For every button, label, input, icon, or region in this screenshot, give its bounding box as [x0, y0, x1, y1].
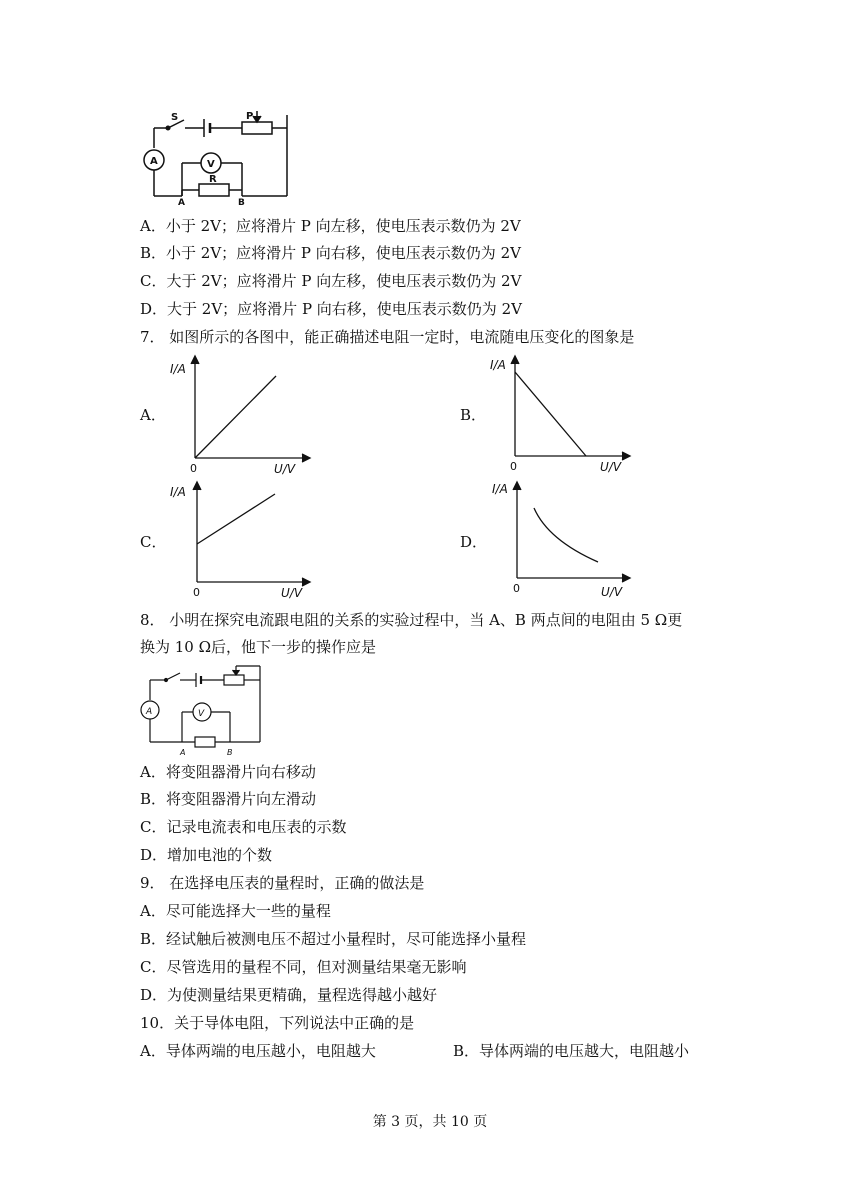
q6-label-r: R	[209, 174, 217, 185]
q7-graph-a-xlabel: U/V	[274, 462, 296, 476]
q8-stem-line1: 8． 小明在探究电流跟电阻的关系的实验过程中，当 A、B 两点间的电阻由 5 Ω更	[140, 611, 683, 629]
q7-graph-d-curve	[534, 508, 598, 562]
q7-graph-b-line	[515, 372, 586, 456]
q7-stem: 7． 如图所示的各图中，能正确描述电阻一定时，电流随电压变化的图象是	[140, 328, 635, 346]
q8-label-voltmeter: V	[198, 709, 205, 719]
q6-option-a: A．小于 2V；应将滑片 P 向左移，使电压表示数仍为 2V	[140, 217, 521, 235]
q8-option-d: D．增加电池的个数	[140, 846, 273, 864]
q6-label-point-a: A	[178, 198, 185, 208]
q10-option-a: A．导体两端的电压越小，电阻越大	[140, 1042, 376, 1060]
q9-option-c: C．尽管选用的量程不同，但对测量结果毫无影响	[140, 958, 467, 976]
q9-option-a: A．尽可能选择大一些的量程	[140, 902, 331, 920]
q8-circuit-diagram	[140, 662, 266, 758]
q7-graph-c-xlabel: U/V	[281, 586, 303, 600]
q8-option-a: A．将变阻器滑片向右移动	[140, 763, 316, 781]
q7-graph-a	[168, 352, 318, 476]
q9-option-d: D．为使测量结果更精确，量程选得越小越好	[140, 986, 438, 1004]
q8-stem-line2: 换为 10 Ω后，他下一步的操作应是	[140, 638, 377, 656]
q7-graph-b-xlabel: U/V	[600, 460, 622, 474]
q6-option-c: C．大于 2V；应将滑片 P 向左移，使电压表示数仍为 2V	[140, 272, 522, 290]
page-footer: 第 3 页，共 10 页	[372, 1114, 488, 1130]
q6-label-point-b: B	[238, 198, 245, 208]
q6-circuit-diagram	[138, 108, 298, 206]
q7-graph-a-origin: 0	[190, 462, 197, 475]
q7-graph-b-ylabel: I/A	[490, 358, 506, 372]
q6-label-voltmeter: V	[207, 159, 215, 170]
q7-graph-c	[168, 478, 318, 602]
q7-graph-d-ylabel: I/A	[492, 482, 508, 496]
q7-graph-a-ylabel: I/A	[170, 362, 186, 376]
q7-graph-c-origin: 0	[193, 586, 200, 599]
q7-graph-a-line	[195, 376, 276, 458]
q7-option-d-label: D．	[460, 533, 488, 551]
q6-option-d: D．大于 2V；应将滑片 P 向右移，使电压表示数仍为 2V	[140, 300, 522, 318]
q9-option-b: B．经试触后被测电压不超过小量程时，尽可能选择小量程	[140, 930, 527, 948]
q7-graph-d-origin: 0	[513, 582, 520, 595]
q7-graph-c-line	[197, 494, 275, 544]
q10-option-b: B．导体两端的电压越大，电阻越小	[453, 1042, 690, 1060]
q8-option-b: B．将变阻器滑片向左滑动	[140, 790, 317, 808]
q6-label-s: S	[171, 112, 179, 123]
q7-graph-d-xlabel: U/V	[601, 585, 623, 599]
q7-graph-c-ylabel: I/A	[170, 485, 186, 499]
q6-option-b: B．小于 2V；应将滑片 P 向右移，使电压表示数仍为 2V	[140, 244, 521, 262]
q7-option-b-label: B．	[460, 406, 487, 424]
q7-graph-b-origin: 0	[510, 460, 517, 473]
q6-label-ammeter: A	[150, 156, 158, 167]
q8-option-c: C．记录电流表和电压表的示数	[140, 818, 347, 836]
q7-option-a-label: A．	[140, 406, 166, 424]
q9-stem: 9． 在选择电压表的量程时，正确的做法是	[140, 874, 425, 892]
q6-label-p: P	[246, 111, 254, 122]
q7-graph-d	[488, 478, 638, 602]
q7-graph-b	[488, 352, 638, 476]
q8-label-ammeter: A	[146, 707, 153, 717]
q8-label-point-a: A	[180, 748, 186, 757]
q8-label-point-b: B	[227, 748, 233, 757]
q10-stem: 10．关于导体电阻，下列说法中正确的是	[140, 1014, 415, 1032]
q7-option-c-label: C．	[140, 533, 167, 551]
